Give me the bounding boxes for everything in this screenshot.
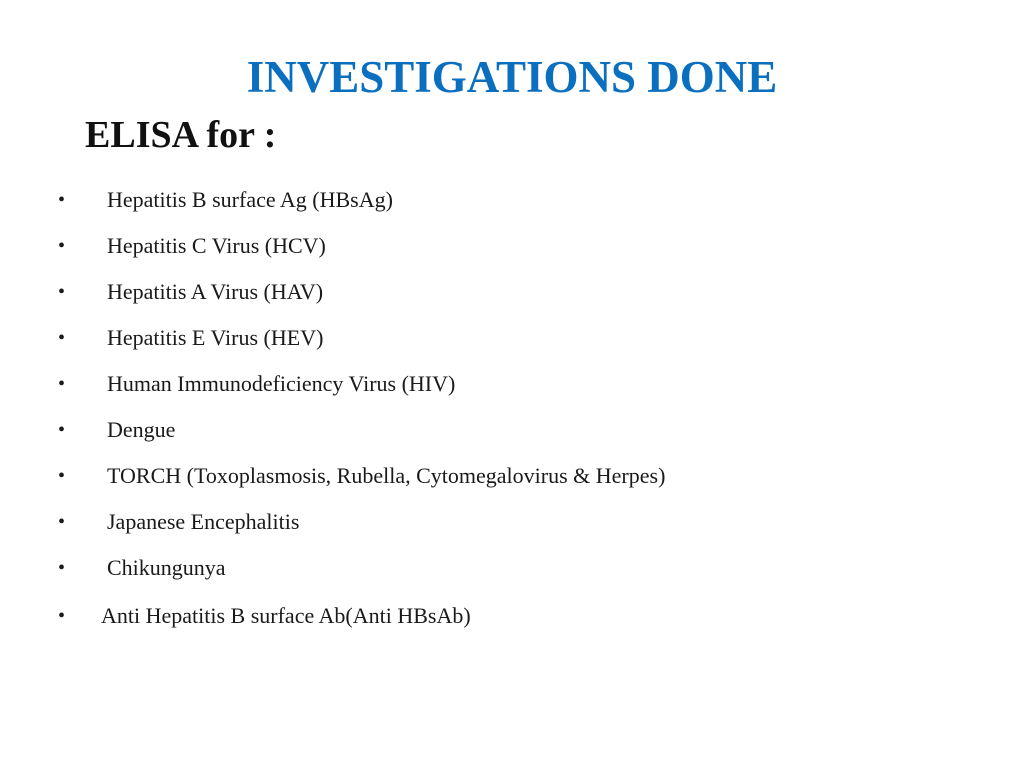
list-item-text: Chikungunya (107, 555, 226, 580)
list-item (0, 504, 1024, 550)
list-item-text: Hepatitis B surface Ag (HBsAg) (107, 187, 393, 212)
list-item-text: Anti Hepatitis B surface Ab(Anti HBsAb) (101, 603, 471, 628)
bullet-icon: • (58, 189, 66, 211)
list-item-text: Human Immunodeficiency Virus (HIV) (107, 371, 456, 396)
list-item (0, 596, 1024, 646)
list-item-text: Hepatitis A Virus (HAV) (107, 279, 324, 304)
list-item-text: Dengue (107, 417, 176, 442)
list-item-text: Hepatitis C Virus (HCV) (107, 233, 326, 258)
bullet-icon: • (58, 235, 66, 257)
list-item-text: TORCH (Toxoplasmosis, Rubella, Cytomegalovirus & Herpes) (107, 463, 666, 488)
bullet-icon: • (58, 605, 66, 627)
list-item (0, 274, 1024, 320)
slide-title: INVESTIGATIONS DONE (246, 52, 778, 102)
bullet-icon: • (58, 557, 66, 579)
bullet-icon: • (58, 465, 66, 487)
list-item-text: Hepatitis E Virus (HEV) (107, 325, 324, 350)
list-item (0, 412, 1024, 458)
list-item (0, 366, 1024, 412)
list-item (0, 458, 1024, 504)
bullet-icon: • (58, 419, 66, 441)
list-item (0, 320, 1024, 366)
list-item-text: Japanese Encephalitis (107, 509, 300, 534)
bullet-icon: • (58, 373, 66, 395)
list-item (0, 228, 1024, 274)
list-item (0, 550, 1024, 596)
bullet-icon: • (58, 327, 66, 349)
bullet-icon: • (58, 281, 66, 303)
bullet-icon: • (58, 511, 66, 533)
investigation-list (0, 182, 1024, 646)
slide-subtitle: ELISA for : (85, 114, 277, 156)
list-item (0, 182, 1024, 228)
